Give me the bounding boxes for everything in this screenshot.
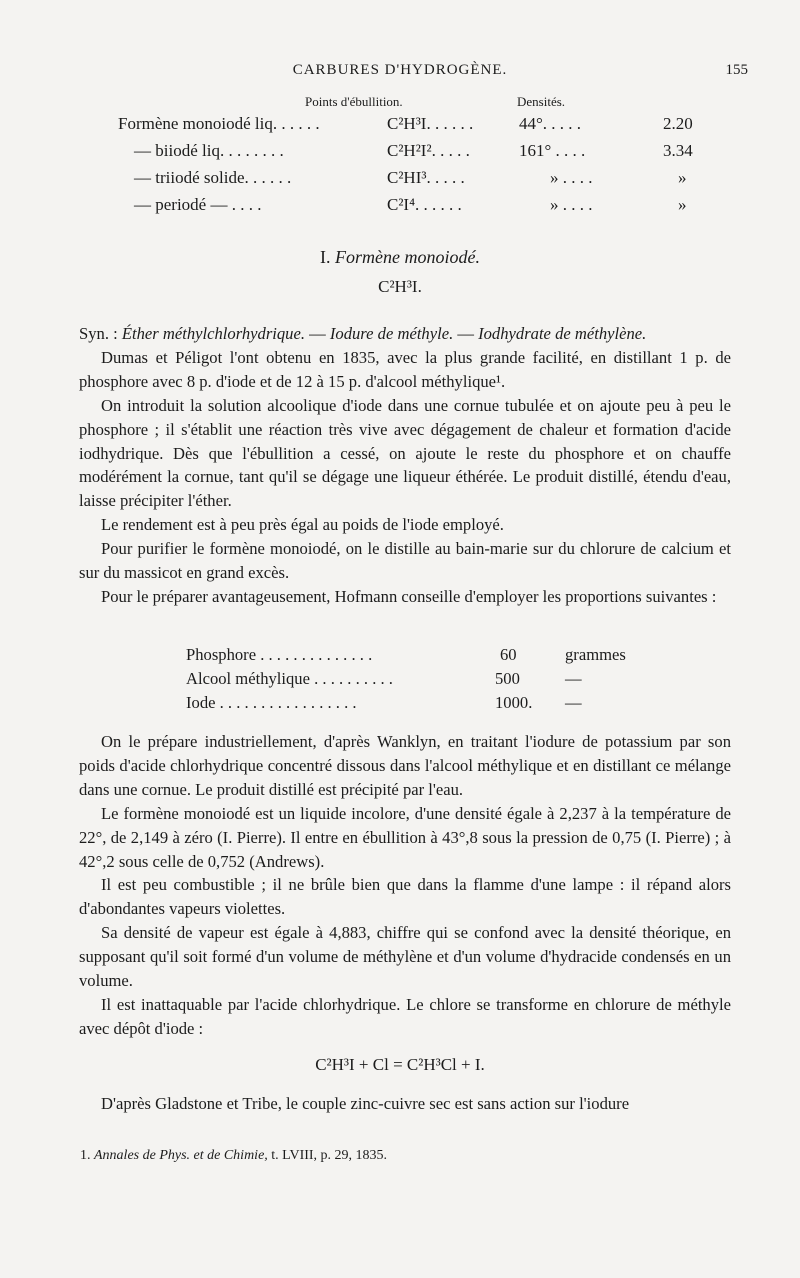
row-boiling: 161° . . . . (519, 141, 586, 160)
proportion-label: Alcool méthylique . . . . . . . . . . (186, 669, 393, 688)
body-text-end (79, 1092, 731, 1116)
page-number: 155 (725, 62, 748, 78)
row-formula: C²H²I². . . . . (387, 141, 470, 160)
running-header: CARBURES D'HYDROGÈNE. (292, 62, 508, 78)
body-text-upper (79, 322, 731, 609)
row-density: » (678, 195, 687, 214)
paragraph: On introduit la solution alcoolique d'iode dans une cornue tubulée et on ajoute peu à peu le phosphore ; il s'établit une réaction très vive avec dégagement de chaleur et formation d'acide iodhydrique. Dès que l'ébullition a cessé, on ajoute le reste du phosphore et on chauffe modérément la cornue, tant qu'il se dégage une liqueur éthérée. Le produit distillé, étendu d'eau, laisse précipiter l'éther. (79, 395, 731, 511)
footnote (80, 1148, 387, 1164)
paragraph: Sa densité de vapeur est égale à 4,883, chiffre qui se confond avec la densité théorique, en supposant qu'il soit formé d'un volume de méthylène et d'un volume d'hydracide condensés en un volume. (79, 923, 731, 991)
footnote-ref: t. LVIII, p. 29, 1835. (267, 1148, 388, 1163)
proportion-unit: grammes (565, 645, 626, 664)
paragraph: Il est inattaquable par l'acide chlorhydrique. Le chlore se transforme en chlorure de méthyle avec dépôt d'iode : (79, 994, 731, 1038)
paragraph: Le formène monoiodé est un liquide incolore, d'une densité égale à 2,237 à la température de 22°, de 2,149 à zéro (I. Pierre). Il entre en ébullition à 43°,8 sous la pression de 0,75 (I. Pierre) ; à 42°,2 sous celle de 0,752 (Andrews). (79, 803, 731, 871)
section-number: I. (320, 247, 331, 267)
synonyms-paragraph: Syn. : Éther méthylchlorhydrique. — Iodure de méthyle. — Iodhydrate de méthylène. (79, 324, 647, 343)
footnote-number: 1. (80, 1148, 91, 1163)
paragraph: Il est peu combustible ; il ne brûle bien que dans la flamme d'une lampe : il répand alors d'abondantes vapeurs violettes. (79, 875, 731, 919)
proportion-label: Phosphore . . . . . . . . . . . . . . (186, 645, 373, 664)
row-density: 2.20 (663, 114, 693, 133)
row-name: Formène monoiodé liq. . . . . . (118, 114, 320, 133)
col-header-density: Densités. (517, 94, 566, 109)
synonym: Iodhydrate de méthylène. (478, 324, 647, 343)
footnote-source: Annales de Phys. et de Chimie, (94, 1148, 268, 1163)
synonym: Iodure de méthyle. (329, 324, 454, 343)
section-title (0, 247, 800, 268)
row-density: » (678, 168, 687, 187)
row-boiling: » . . . . (550, 195, 593, 214)
proportion-label: Iode . . . . . . . . . . . . . . . . . (186, 693, 357, 712)
row-density: 3.34 (663, 141, 693, 160)
row-boiling: » . . . . (550, 168, 593, 187)
row-name: — biiodé liq. . . . . . . . (134, 141, 284, 160)
body-text-lower (79, 730, 731, 1041)
row-formula: C²H³I. . . . . . (387, 114, 474, 133)
paragraph: Le rendement est à peu près égal au poids de l'iode employé. (101, 515, 504, 535)
paragraph: On le prépare industriellement, d'après Wanklyn, en traitant l'iodure de potassium par son poids d'acide chlorhydrique concentré dissous dans l'alcool méthylique et en distillant ce mélange dans une cornue. Le produit distillé est précipité par l'eau. (79, 732, 731, 799)
paragraph: Pour purifier le formène monoiodé, on le distille au bain-marie sur du chlorure de calcium et sur du massicot en grand excès. (79, 539, 731, 583)
chemical-equation: C²H³I + Cl = C²H³Cl + I. (315, 1055, 485, 1074)
proportion-unit: — (565, 693, 582, 712)
row-formula: C²I⁴. . . . . . (387, 195, 462, 214)
proportion-unit: — (565, 669, 582, 688)
row-name: — periodé — . . . . (134, 195, 262, 214)
row-name: — triiodé solide. . . . . . (134, 168, 292, 187)
paragraph: D'après Gladstone et Tribe, le couple zinc-cuivre sec est sans action sur l'iodure (101, 1094, 630, 1113)
row-formula: C²HI³. . . . . (387, 168, 465, 187)
proportion-value: 500 (495, 669, 520, 688)
section-formula: C²H³I. (378, 277, 422, 296)
synonym: Éther méthylchlorhydrique. (121, 324, 305, 343)
section-name: Formène monoiodé. (335, 247, 480, 267)
proportion-value: 60 (500, 645, 517, 664)
paragraph: Dumas et Péligot l'ont obtenu en 1835, avec la plus grande facilité, en distillant 1 p. de phosphore avec 8 p. d'iode et de 12 à 15 p. d'alcool méthylique¹. (79, 347, 731, 391)
col-header-boiling: Points d'ébullition. (305, 94, 403, 109)
paragraph: Pour le préparer avantageusement, Hofmann conseille d'employer les proportions suivantes : (101, 586, 717, 606)
proportion-value: 1000. (495, 693, 533, 712)
row-boiling: 44°. . . . . (519, 114, 582, 133)
